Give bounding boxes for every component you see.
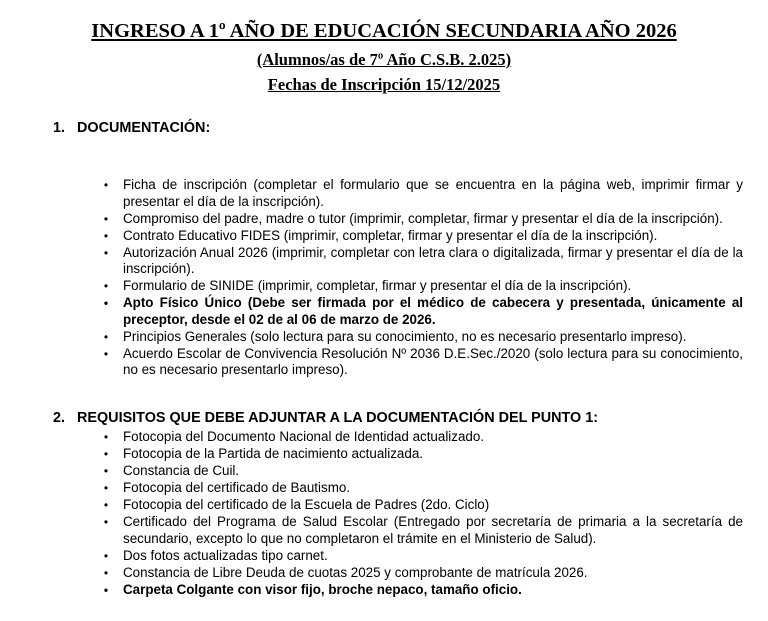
list-item-text: Acuerdo Escolar de Convivencia Resolución Nº 2036 D.E.Sec./2020 (solo lectura para su conocimiento, no es necesario presentarlo impreso). xyxy=(123,345,743,377)
list-item xyxy=(103,547,743,565)
bullet-icon: • xyxy=(103,279,109,293)
list-item xyxy=(103,429,743,446)
list-item xyxy=(103,295,743,328)
list-item-text: Fotocopia de la Partida de nacimiento actualizada. xyxy=(123,446,423,461)
list-item-text: Fotocopia del Documento Nacional de Identidad actualizado. xyxy=(123,429,485,444)
bullet-icon: • xyxy=(103,228,109,243)
bullet-icon: • xyxy=(103,296,109,310)
list-item-text: Fotocopia del certificado de Bautismo. xyxy=(123,480,351,495)
section-documentacion-heading xyxy=(53,120,210,136)
list-item-text: Autorización Anual 2026 (imprimir, completar con letra clara o digitalizada, firmar y presentar el día de la inscripción). xyxy=(123,244,743,276)
list-item xyxy=(103,446,743,463)
list-item-text: Carpeta Colgante con visor fijo, broche nepaco, tamaño oficio. xyxy=(123,581,522,597)
section-number: 2. xyxy=(53,410,66,426)
bullet-icon: • xyxy=(103,582,109,597)
list-item xyxy=(103,227,743,245)
list-item-text: Compromiso del padre, madre o tutor (imprimir, completar, firmar y presentar el día de la inscripción). xyxy=(123,210,723,226)
bullet-icon: • xyxy=(103,498,109,512)
list-item-text: Fotocopia del certificado de la Escuela de Padres (2do. Ciclo) xyxy=(123,497,490,512)
list-item xyxy=(103,480,743,497)
bullet-icon: • xyxy=(103,346,109,361)
list-item xyxy=(103,210,743,228)
bullet-icon: • xyxy=(103,430,109,444)
bullet-icon: • xyxy=(103,548,109,563)
bullet-icon: • xyxy=(103,211,109,226)
list-item xyxy=(103,564,743,582)
list-item xyxy=(103,328,743,346)
page-subtitle: (Alumnos/as de 7º Año C.S.B. 2.025) xyxy=(256,50,512,69)
section-requisitos-heading xyxy=(53,410,598,426)
list-item xyxy=(103,497,743,514)
section-title: DOCUMENTACIÓN: xyxy=(77,120,211,136)
list-item xyxy=(103,463,743,480)
list-item-text: Constancia de Cuil. xyxy=(123,463,240,478)
list-item xyxy=(103,581,743,599)
list-item-text: Constancia de Libre Deuda de cuotas 2025 y comprobante de matrícula 2026. xyxy=(123,564,588,580)
section-title: REQUISITOS QUE DEBE ADJUNTAR A LA DOCUMENTACIÓN DEL PUNTO 1: xyxy=(77,410,599,426)
list-item xyxy=(103,514,743,547)
documentation-list xyxy=(0,177,743,379)
requirements-list xyxy=(0,429,743,599)
page-title: INGRESO A 1º AÑO DE EDUCACIÓN SECUNDARIA AÑO 2026 xyxy=(91,20,677,42)
bullet-icon: • xyxy=(103,464,109,478)
list-item-text: Dos fotos actualizadas tipo carnet. xyxy=(123,547,328,563)
list-item xyxy=(103,244,743,278)
list-item-text: Principios Generales (solo lectura para su conocimiento, no es necesario presentarlo impreso). xyxy=(123,328,687,344)
section-number: 1. xyxy=(53,120,66,136)
list-item-text: Formulario de SINIDE (imprimir, completar, firmar y presentar el día de la inscripción). xyxy=(123,278,632,293)
list-item-text: Apto Físico Único (Debe ser firmada por el médico de cabecera y presentada, únicamente al preceptor, desde el 02 de al 06 de marzo de 2026. xyxy=(123,295,743,327)
list-item-text: Contrato Educativo FIDES (imprimir, completar, firmar y presentar el día de la inscripción). xyxy=(123,227,658,243)
bullet-icon: • xyxy=(103,178,109,192)
bullet-icon: • xyxy=(103,481,109,495)
registration-dates: Fechas de Inscripción 15/12/2025 xyxy=(267,75,501,94)
bullet-icon: • xyxy=(103,245,109,260)
bullet-icon: • xyxy=(103,565,109,580)
list-item xyxy=(103,278,743,295)
bullet-icon: • xyxy=(103,329,109,344)
bullet-icon: • xyxy=(103,515,109,529)
bullet-icon: • xyxy=(103,447,109,461)
list-item xyxy=(103,177,743,210)
list-item xyxy=(103,345,743,379)
list-item-text: Ficha de inscripción (completar el formulario que se encuentra en la página web, imprimir firmar y presentar el día de la inscripción). xyxy=(123,177,743,209)
list-item-text: Certificado del Programa de Salud Escolar (Entregado por secretaría de primaria a la secretaría de secundario, excepto lo que no completaron el trámite en el Ministerio de Salud). xyxy=(123,514,743,546)
